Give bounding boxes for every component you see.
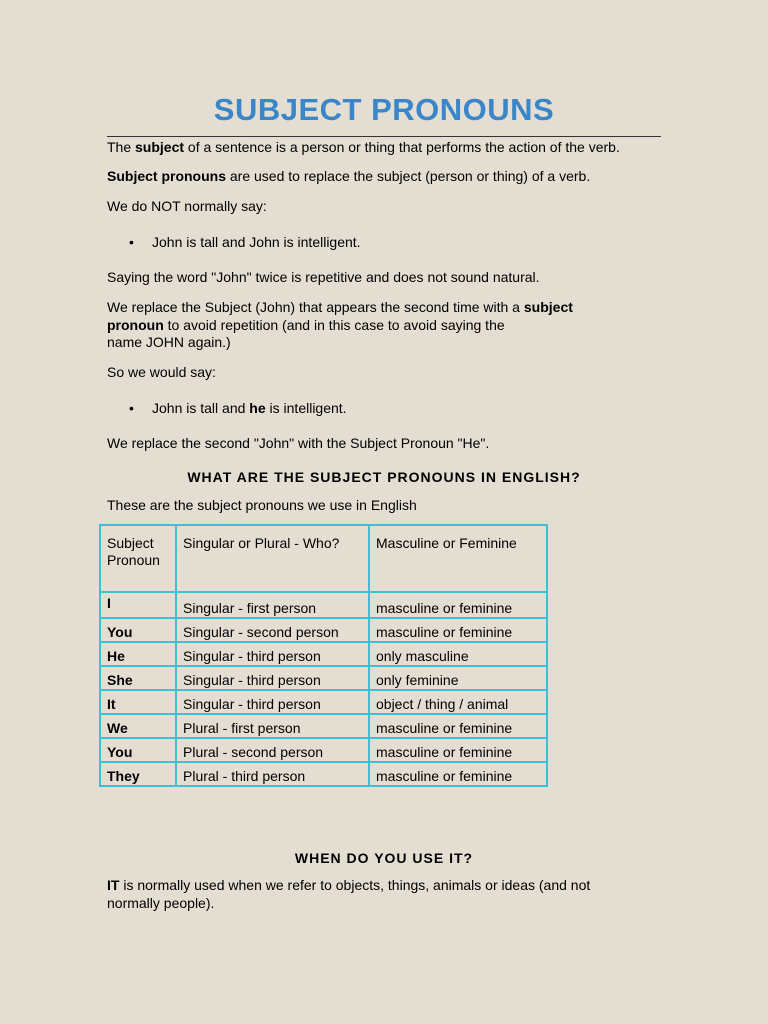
table-header-row	[100, 525, 547, 592]
title-divider	[107, 136, 661, 137]
bold-text: he	[249, 400, 266, 416]
text: normally people).	[107, 894, 215, 911]
bold-text: Subject pronouns	[107, 168, 226, 184]
bold-text: subject	[523, 299, 573, 315]
table-row	[100, 592, 547, 618]
gender-cell: masculine or feminine	[369, 738, 547, 762]
pronoun-cell: We	[100, 714, 176, 738]
number-cell: Singular - second person	[176, 618, 369, 642]
text: are used to replace the subject (person or thing) of a verb.	[226, 168, 591, 184]
header-cell: Masculine or Feminine	[369, 525, 547, 592]
table-row	[100, 642, 547, 666]
text: is normally used when we refer to objects, things, animals or ideas (and not	[119, 877, 591, 893]
table-row	[100, 762, 547, 786]
table-row	[100, 666, 547, 690]
gender-cell: masculine or feminine	[369, 592, 547, 618]
pronoun-table	[99, 524, 548, 787]
table-row	[100, 690, 547, 714]
text: name JOHN again.)	[107, 334, 231, 350]
pronoun-cell: I	[100, 592, 176, 618]
intro-paragraph-7: We replace the second "John" with the Subject Pronoun "He".	[107, 435, 490, 451]
bold-text: subject	[135, 139, 185, 155]
text: is intelligent.	[265, 400, 347, 416]
number-cell: Plural - third person	[176, 762, 369, 786]
number-cell: Plural - second person	[176, 738, 369, 762]
text: to avoid repetition (and in this case to avoid saying the	[163, 316, 505, 333]
gender-cell: object / thing / animal	[369, 690, 547, 714]
gender-cell: masculine or feminine	[369, 762, 547, 786]
gender-cell: masculine or feminine	[369, 618, 547, 642]
gender-cell: only masculine	[369, 642, 547, 666]
section-lead: These are the subject pronouns we use in English	[107, 497, 417, 513]
text: of a sentence is a person or thing that performs the action of the verb.	[184, 139, 620, 155]
number-cell: Singular - third person	[176, 642, 369, 666]
intro-paragraph-3: We do NOT normally say:	[107, 198, 267, 214]
intro-paragraph-1	[107, 139, 667, 157]
gender-cell: only feminine	[369, 666, 547, 690]
number-cell: Singular - third person	[176, 666, 369, 690]
pronoun-cell: He	[100, 642, 176, 666]
section-heading-it: WHEN DO YOU USE IT?	[294, 850, 474, 866]
header-cell: Subject Pronoun	[100, 525, 176, 592]
text: John is tall and	[152, 400, 250, 416]
text: The	[107, 139, 136, 155]
pronoun-cell: They	[100, 762, 176, 786]
pronoun-cell: She	[100, 666, 176, 690]
intro-paragraph-2	[107, 168, 667, 186]
pronoun-cell: You	[100, 618, 176, 642]
intro-paragraph-4: Saying the word "John" twice is repetitive and does not sound natural.	[107, 269, 540, 285]
bullet-item-1: • John is tall and John is intelligent.	[152, 234, 361, 252]
pronoun-cell: You	[100, 738, 176, 762]
section-heading-pronouns: WHAT ARE THE SUBJECT PRONOUNS IN ENGLISH?	[187, 469, 581, 485]
text: We replace the Subject (John) that appears the second time with a	[107, 299, 524, 315]
pronoun-cell: It	[100, 690, 176, 714]
bullet-item-2	[152, 400, 347, 418]
table-row	[100, 738, 547, 762]
bold-text: pronoun	[107, 316, 164, 333]
intro-paragraph-6: So we would say:	[107, 364, 216, 380]
number-cell: Singular - third person	[176, 690, 369, 714]
gender-cell: masculine or feminine	[369, 714, 547, 738]
number-cell: Singular - first person	[176, 592, 369, 618]
page-title: SUBJECT PRONOUNS	[213, 92, 555, 127]
bold-text: IT	[107, 877, 120, 893]
it-paragraph	[107, 877, 667, 912]
intro-paragraph-5	[107, 299, 667, 352]
number-cell: Plural - first person	[176, 714, 369, 738]
header-cell: Singular or Plural - Who?	[176, 525, 369, 592]
table-row	[100, 618, 547, 642]
table-row	[100, 714, 547, 738]
